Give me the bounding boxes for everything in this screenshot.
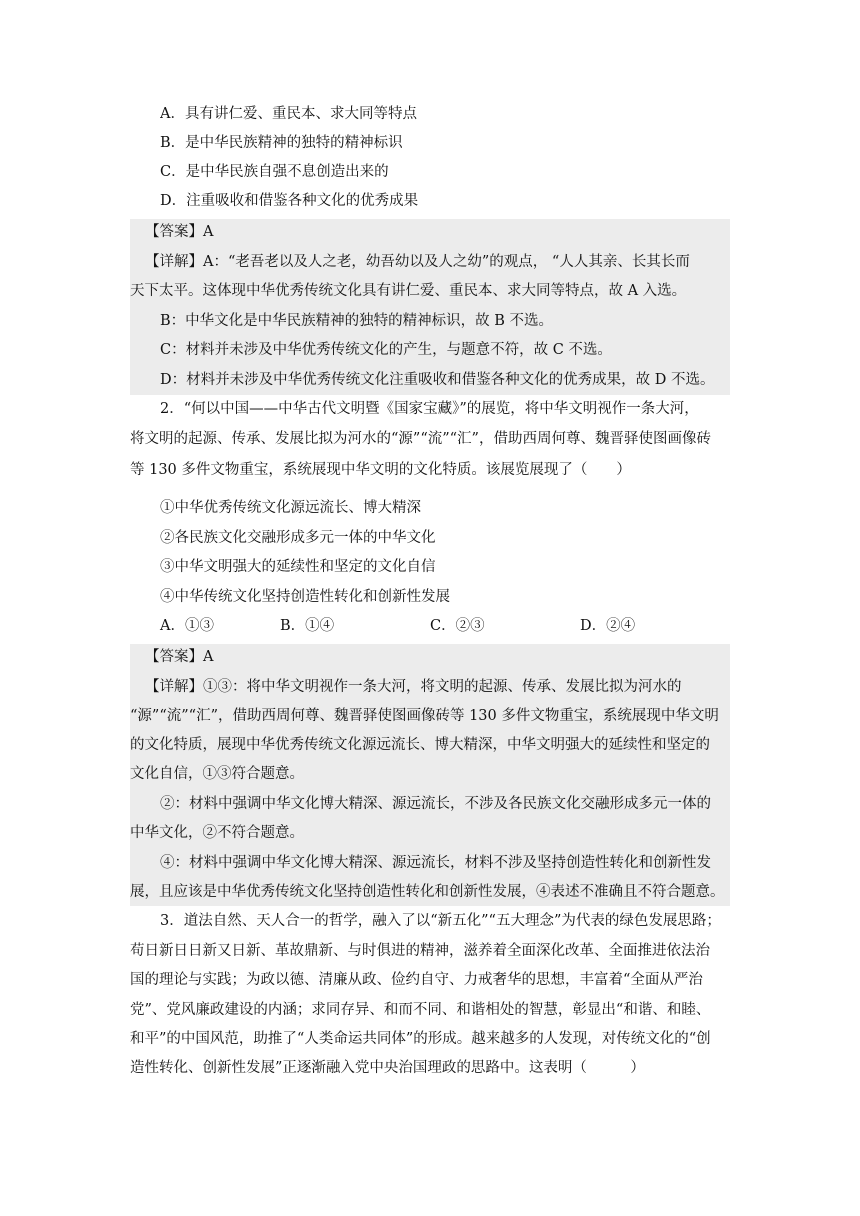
q2-detail-line: ④：材料中强调中华文化博大精深、源远流长，材料不涉及坚持创造性转化和创新性发 <box>160 855 711 871</box>
q2-answer: 【答案】A <box>145 649 214 665</box>
q3-stem-line: 3．道法自然、天人合一的哲学，融入了以“新五化”“五大理念”为代表的绿色发展思路； <box>160 913 721 929</box>
q3-stem-line: 党”、党风廉政建设的内涵；求同存异、和而不同、和谐相处的智慧，彰显出“和谐、和睦、 <box>130 1002 711 1018</box>
q1-detail-line: C：材料并未涉及中华优秀传统文化的产生，与题意不符，故 C 不选。 <box>160 342 612 358</box>
q3-stem-line: 和平”的中国风范，助推了“人类命运共同体”的形成。越来越多的人发现，对传统文化的“创 <box>130 1031 711 1047</box>
q1-detail-line: D：材料并未涉及中华优秀传统文化注重吸收和借鉴各种文化的优秀成果，故 D 不选。 <box>160 372 715 388</box>
q2-choice-b: B．①④ <box>280 618 335 634</box>
q2-statement: ①中华优秀传统文化源远流长、博大精深 <box>160 500 421 516</box>
q1-option-b: B．是中华民族精神的独特的精神标识 <box>160 135 403 151</box>
q2-detail-line: 的文化特质，展现中华优秀传统文化源远流长、博大精深，中华文明强大的延续性和坚定的 <box>130 737 710 753</box>
q2-choice-a: A．①③ <box>160 618 214 634</box>
q2-statement: ③中华文明强大的延续性和坚定的文化自信 <box>160 559 436 575</box>
q1-option-d: D．注重吸收和借鉴各种文化的优秀成果 <box>160 193 419 209</box>
q3-stem-line: 造性转化、创新性发展”正逐渐融入党中央治国理政的思路中。这表明（ ） <box>130 1060 645 1076</box>
q2-statement: ④中华传统文化坚持创造性转化和创新性发展 <box>160 589 450 605</box>
q2-detail-line: ②：材料中强调中华文化博大精深、源远流长，不涉及各民族文化交融形成多元一体的 <box>160 796 711 812</box>
q1-detail-line: 【详解】A：“老吾老以及人之老，幼吾幼以及人之幼”的观点， “人人其亲、长其长而 <box>145 254 690 270</box>
q1-detail-line: B：中华文化是中华民族精神的独特的精神标识，故 B 不选。 <box>160 313 554 329</box>
q1-option-a: A．具有讲仁爱、重民本、求大同等特点 <box>160 106 417 122</box>
q2-statement: ②各民族文化交融形成多元一体的中华文化 <box>160 530 436 546</box>
q2-stem-line: 将文明的起源、传承、发展比拟为河水的“源”“流”“汇”，借助西周何尊、魏晋驿使图画像砖 <box>130 431 711 447</box>
q3-stem-line: 国的理论与实践；为政以德、清廉从政、俭约自守、力戒奢华的思想，丰富着“全面从严治 <box>130 972 703 988</box>
q1-detail-line: 天下太平。这体现中华优秀传统文化具有讲仁爱、重民本、求大同等特点，故 A 入选。 <box>130 283 687 299</box>
q2-detail-line: 中华文化，②不符合题意。 <box>130 825 304 841</box>
q2-stem-line: 2．“何以中国——中华古代文明暨《国家宝藏》”的展览，将中华文明视作一条大河， <box>160 401 699 417</box>
answer-block-q1 <box>130 219 730 395</box>
q2-detail-line: 文化自信，①③符合题意。 <box>130 766 304 782</box>
q2-detail-line: “源”“流”“汇”，借助西周何尊、魏晋驿使图画像砖等 130 多件文物重宝，系统展现中华文明 <box>130 708 719 724</box>
q1-answer: 【答案】A <box>145 224 214 240</box>
q3-stem-line: 苟日新日日新又日新、革故鼎新、与时俱进的精神，滋养着全面深化改革、全面推进依法治 <box>130 943 710 959</box>
q2-choice-c: C．②③ <box>430 618 485 634</box>
q2-stem-line: 等 130 多件文物重宝，系统展现中华文明的文化特质。该展览展现了（ ） <box>130 462 631 478</box>
q1-option-c: C．是中华民族自强不息创造出来的 <box>160 164 389 180</box>
q2-choice-d: D．②④ <box>580 618 636 634</box>
q2-detail-line: 【详解】①③：将中华文明视作一条大河，将文明的起源、传承、发展比拟为河水的 <box>145 679 682 695</box>
q2-detail-line: 展，且应该是中华优秀传统文化坚持创造性转化和创新性发展，④表述不准确且不符合题意。 <box>130 884 725 900</box>
